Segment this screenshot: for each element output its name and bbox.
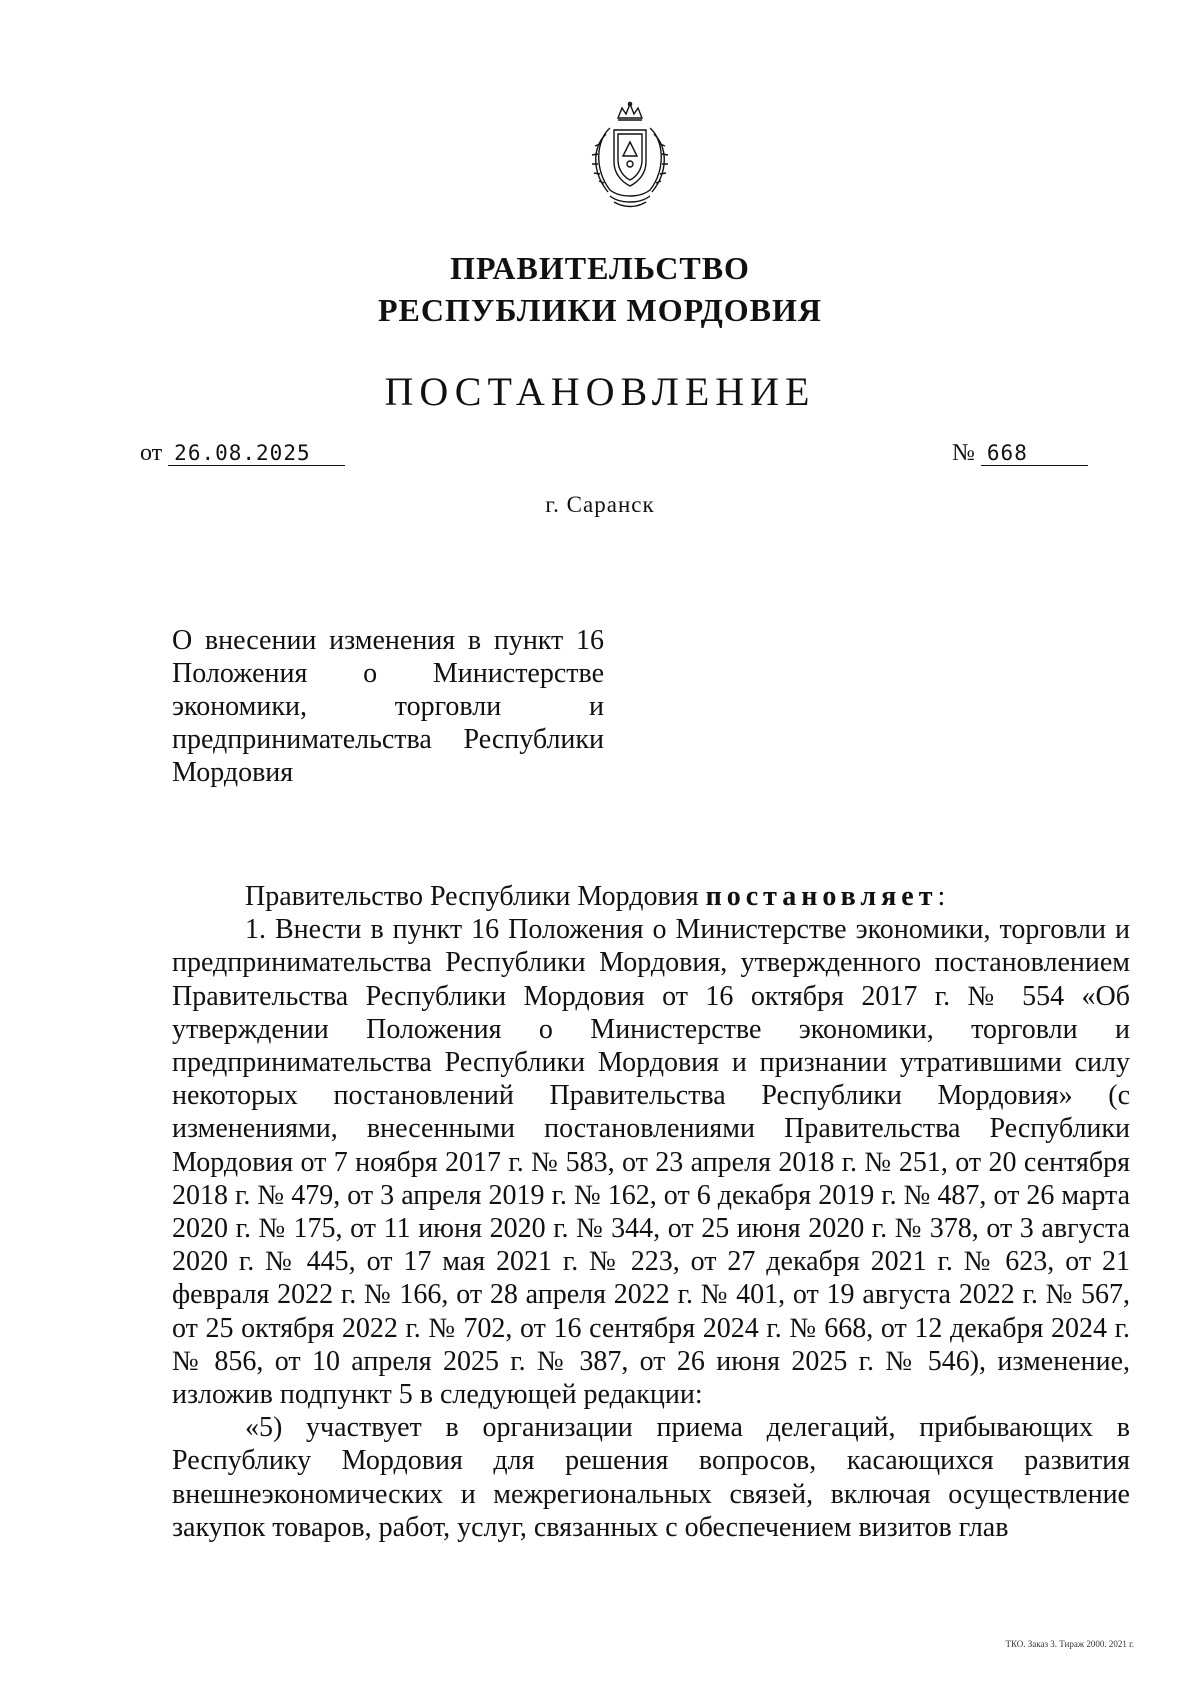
intro-paragraph — [172, 880, 1130, 913]
organization-name-line1: ПРАВИТЕЛЬСТВО — [450, 250, 750, 286]
paragraph-1: 1. Внести в пункт 16 Положения о Министерстве экономики, торговли и предпринимательства Республики Мордовия, утвержденного постановлением Правительства Республики Мордовия от 16 октября 2017 г. № 554 «Об утверждении Положения о Министерстве экономики, торговли и предпринимательства Республики Мордовия и признании утратившими силу некоторых постановлений Правительства Республики Мордовия» (с изменениями, внесенными постановлениями Правительства Республики Мордовия от 7 ноября 2017 г. № 583, от 23 апреля 2018 г. № 251, от 20 сентября 2018 г. № 479, от 3 апреля 2019 г. № 162, от 6 декабря 2019 г. № 487, от 26 марта 2020 г. № 175, от 11 июня 2020 г. № 344, от 25 июня 2020 г. № 378, от 3 августа 2020 г. № 445, от 17 мая 2021 г. № 223, от 27 декабря 2021 г. № 623, от 21 февраля 2022 г. № 166, от 28 апреля 2022 г. № 401, от 19 августа 2022 г. № 567, от 25 октября 2022 г. № 702, от 16 сентября 2024 г. № 668, от 12 декабря 2024 г. № 856, от 10 апреля 2025 г. № 387, от 26 июня 2025 г. № 546), изменение, изложив подпункт 5 в следующей редакции: — [172, 914, 1130, 1411]
date-prefix: от — [140, 440, 163, 466]
decree-keyword: постановляет — [705, 881, 938, 912]
document-type-title: ПОСТАНОВЛЕНИЕ — [384, 369, 816, 414]
number-prefix: № — [952, 440, 975, 466]
document-number — [952, 440, 1088, 467]
document-body — [172, 880, 1130, 1544]
paragraph-2: «5) участвует в организации приема делегаций, прибывающих в Республику Мордовия для решения вопросов, касающихся развития внешнеэкономических и межрегиональных связей, включая осуществление закупок товаров, работ, услуг, связанных с обеспечением визитов глав — [172, 1412, 1130, 1543]
date-value: 26.08.2025 — [168, 441, 344, 466]
organization-name-line2: РЕСПУБЛИКИ МОРДОВИЯ — [377, 292, 823, 328]
document-subject: О внесении изменения в пункт 16 Положения о Министерстве экономики, торговли и предпринимательства Республики Мордовия — [172, 625, 604, 788]
intro-text: Правительство Республики Мордовия — [245, 881, 706, 912]
coat-of-arms-icon — [580, 100, 680, 210]
number-value: 668 — [981, 441, 1088, 466]
intro-colon: : — [937, 881, 946, 912]
city-name: г. Саранск — [545, 492, 655, 517]
document-date — [140, 440, 345, 467]
print-info: ТКО. Заказ 3. Тираж 2000. 2021 г. — [1005, 1639, 1134, 1649]
